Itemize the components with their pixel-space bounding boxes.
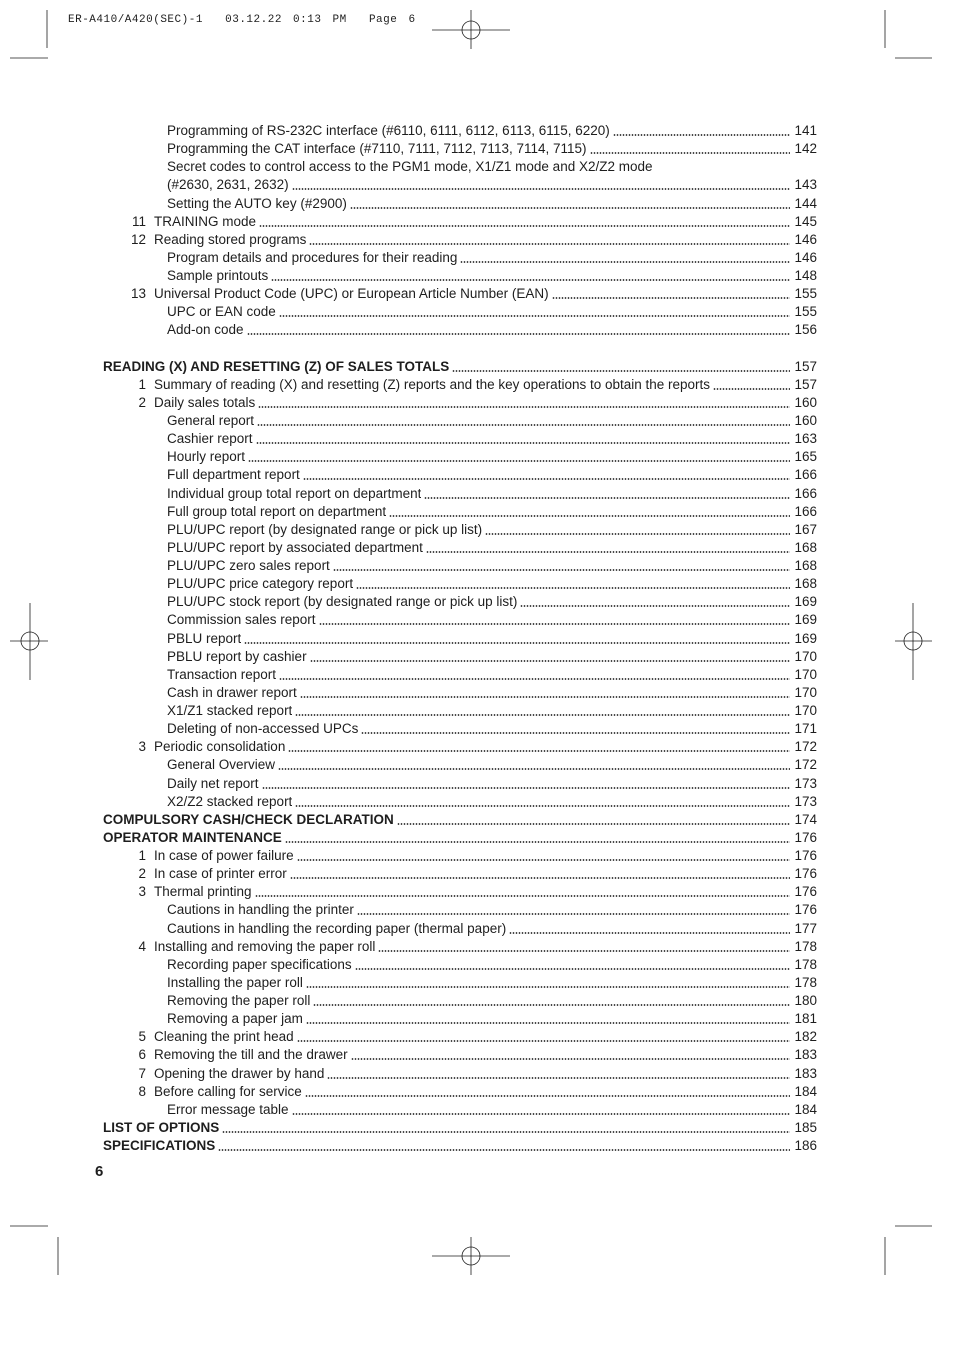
- toc-entry-title: Removing the paper roll: [167, 993, 311, 1008]
- toc-entry-page: 155: [794, 304, 817, 320]
- toc-subentry: [103, 901, 817, 919]
- toc-subentry: [103, 775, 817, 793]
- leader-dots: [389, 503, 790, 521]
- toc-subentry: [103, 466, 817, 484]
- toc-entry-page: 146: [794, 231, 817, 247]
- toc-entry: [103, 1028, 817, 1046]
- leader-dots: [350, 195, 790, 213]
- toc-entry-page: 169: [794, 630, 817, 646]
- registration-mark-top: [432, 10, 510, 49]
- toc-entry-page: 168: [794, 539, 817, 555]
- toc-entry: [103, 938, 817, 956]
- toc-entry-number: 8: [138, 1083, 146, 1099]
- leader-dots: [327, 1065, 790, 1083]
- toc-subentry: [103, 611, 817, 629]
- toc-subentry: [103, 630, 817, 648]
- leader-dots: [248, 448, 790, 466]
- toc-entry-page: 165: [794, 449, 817, 465]
- toc-entry-title: Cautions in handling the recording paper (thermal paper): [167, 920, 507, 936]
- leader-dots: [426, 539, 790, 557]
- toc-entry-page: 185: [794, 1119, 817, 1135]
- toc-entry-page: 145: [794, 213, 817, 229]
- toc-entry-page: 170: [794, 703, 817, 718]
- crop-mark-top-left: [10, 10, 48, 58]
- toc-section-title: LIST OF OPTIONS: [103, 1119, 220, 1135]
- toc-subentry: [103, 448, 817, 466]
- toc-subentry: [103, 575, 817, 593]
- toc-entry-title: PLU/UPC report (by designated range or pick up list): [167, 521, 483, 537]
- toc-entry-page: 177: [794, 920, 817, 936]
- toc-entry-title: Daily sales totals: [154, 394, 256, 410]
- toc-entry-page: 142: [794, 141, 817, 157]
- toc-entry-title: Cashier report: [167, 431, 253, 447]
- leader-dots: [305, 1083, 790, 1101]
- toc-entry-page: 143: [794, 177, 817, 193]
- toc-entry-page: 178: [794, 974, 817, 990]
- toc-subentry: [103, 648, 817, 666]
- toc-subentry: [103, 684, 817, 702]
- toc-entry-page: 172: [794, 757, 817, 773]
- toc-entry-page: 186: [794, 1138, 817, 1153]
- print-slug: ER-A410/A420(SEC)-1 03.12.22 0:13 PM Page 6: [68, 14, 416, 26]
- toc-entry-page: 174: [794, 811, 817, 827]
- toc-entry-page: 184: [794, 1083, 817, 1099]
- toc-entry: [103, 865, 817, 883]
- toc-entry-title: Reading stored programs: [154, 231, 307, 247]
- toc-entry-title: Universal Product Code (UPC) or European Article Number (EAN): [154, 286, 549, 302]
- toc-entry-title: Commission sales report: [167, 612, 316, 628]
- toc-entry-page: 170: [794, 648, 817, 664]
- toc-entry-title: Secret codes to control access to the PGM1 mode, X1/Z1 mode and X2/Z2 mode: [167, 159, 653, 175]
- toc-subentry: [103, 412, 817, 430]
- toc-entry-title: (#2630, 2631, 2632): [167, 177, 289, 193]
- toc-entry-title: Add-on code: [167, 322, 244, 338]
- toc-entry-page: 182: [794, 1029, 817, 1045]
- toc-entry-page: 169: [794, 594, 817, 610]
- leader-dots: [485, 521, 790, 539]
- toc-section-heading: [103, 811, 817, 829]
- leader-dots: [295, 793, 790, 811]
- toc-subentry: [103, 720, 817, 738]
- toc-entry-page: 178: [794, 938, 817, 954]
- toc-entry-page: 155: [794, 286, 817, 302]
- toc-subentry: [103, 485, 817, 503]
- leader-dots: [306, 1010, 790, 1028]
- leader-dots: [258, 394, 790, 412]
- toc-subentry: [103, 992, 817, 1010]
- toc-entry-page: 169: [794, 612, 817, 628]
- toc-entry-title: In case of printer error: [154, 866, 287, 882]
- toc-entry-title: X2/Z2 stacked report: [167, 793, 293, 809]
- toc-entry-page: 166: [794, 485, 817, 501]
- leader-dots: [290, 865, 790, 883]
- toc-entry-number: 7: [138, 1065, 146, 1081]
- toc-entry-title: PLU/UPC price category report: [167, 576, 354, 592]
- toc-entry-page: 168: [794, 558, 817, 573]
- toc-entry: [103, 1083, 817, 1101]
- leader-dots: [313, 992, 790, 1010]
- toc-subentry: [103, 122, 817, 140]
- leader-dots: [378, 938, 790, 956]
- toc-entry-title: Recording paper specifications: [167, 956, 352, 972]
- toc-entry-page: 176: [794, 829, 817, 845]
- toc-entry-page: 148: [794, 268, 817, 283]
- toc-entry-title: General report: [167, 413, 255, 428]
- toc-subentry: [103, 1101, 817, 1119]
- toc-entry-title: Full department report: [167, 467, 300, 483]
- toc-entry-title: Removing the till and the drawer: [154, 1047, 348, 1063]
- toc-entry-title: Program details and procedures for their reading: [167, 249, 458, 265]
- leader-dots: [319, 611, 790, 629]
- leader-dots: [357, 901, 790, 919]
- toc-entry-page: 181: [794, 1011, 817, 1027]
- leader-dots: [292, 176, 790, 194]
- toc-entry-page: 170: [794, 684, 817, 700]
- toc-entry-title: General Overview: [167, 757, 276, 773]
- toc-entry-number: 6: [138, 1047, 146, 1063]
- leader-dots: [271, 267, 790, 285]
- toc-entry-number: 5: [138, 1029, 146, 1045]
- leader-dots: [295, 702, 790, 720]
- toc-entry-title: PLU/UPC report by associated department: [167, 539, 423, 555]
- toc-entry-page: 176: [794, 884, 817, 900]
- leader-dots: [279, 666, 790, 684]
- toc-entry-page: 176: [794, 848, 817, 863]
- leader-dots: [613, 122, 790, 140]
- toc-entry-title: PBLU report: [167, 630, 242, 646]
- leader-dots: [300, 684, 790, 702]
- toc-entry-title: Thermal printing: [154, 884, 252, 900]
- toc-entry-page: 173: [794, 793, 817, 809]
- leader-dots: [288, 738, 790, 756]
- toc-section-heading: [103, 829, 817, 847]
- toc-entry-number: 1: [138, 376, 146, 392]
- toc-subentry: [103, 593, 817, 611]
- toc-entry-title: PBLU report by cashier: [167, 648, 307, 664]
- leader-dots: [351, 1046, 790, 1064]
- toc-entry: [103, 394, 817, 412]
- toc-subentry: [103, 539, 817, 557]
- toc-entry-number: 2: [138, 394, 146, 410]
- leader-dots: [279, 303, 790, 321]
- toc-section-heading: [103, 1137, 817, 1155]
- toc-subentry: [103, 793, 817, 811]
- leader-dots: [306, 974, 790, 992]
- toc-entry: [103, 1046, 817, 1064]
- toc-entry-title: Removing a paper jam: [167, 1011, 303, 1027]
- toc-subentry: [103, 430, 817, 448]
- toc-entry-page: 168: [794, 576, 817, 592]
- leader-dots: [278, 756, 790, 774]
- leader-dots: [361, 720, 790, 738]
- toc-entry-title: Cautions in handling the printer: [167, 902, 354, 918]
- leader-dots: [218, 1137, 790, 1155]
- toc-entry-page: 167: [794, 521, 817, 537]
- toc-entry-title: Programming the CAT interface (#7110, 7111, 7112, 7113, 7114, 7115): [167, 141, 587, 157]
- leader-dots: [452, 358, 790, 376]
- toc-subentry: [103, 249, 817, 267]
- toc-entry: [103, 883, 817, 901]
- leader-dots: [397, 811, 790, 829]
- toc-entry-number: 13: [130, 286, 146, 302]
- leader-dots: [247, 321, 790, 339]
- toc-entry-page: 144: [794, 195, 817, 211]
- leader-dots: [257, 412, 790, 430]
- toc-subentry: [103, 521, 817, 539]
- registration-mark-left: [10, 603, 48, 680]
- toc-entry-page: 166: [794, 503, 817, 519]
- toc-subentry: [103, 974, 817, 992]
- leader-dots: [255, 883, 790, 901]
- registration-mark-right: [895, 603, 932, 680]
- toc-entry-title: Full group total report on department: [167, 503, 387, 519]
- toc-entry-page: 183: [794, 1047, 817, 1063]
- toc-entry-number: 12: [130, 231, 146, 247]
- toc-subentry: [103, 756, 817, 774]
- toc-entry-title: Hourly report: [167, 449, 246, 465]
- toc-subentry: [103, 666, 817, 684]
- leader-dots: [460, 249, 790, 267]
- toc-entry-number: 4: [138, 938, 146, 954]
- leader-dots: [285, 829, 790, 847]
- crop-mark-bottom-left: [10, 1226, 58, 1275]
- leader-dots: [244, 630, 790, 648]
- toc-entry-page: 141: [794, 123, 817, 138]
- toc-entry-title: TRAINING mode: [154, 213, 257, 229]
- leader-dots: [333, 557, 790, 575]
- toc-entry-title: Setting the AUTO key (#2900): [167, 195, 347, 211]
- toc-entry-title: Cleaning the print head: [154, 1029, 294, 1045]
- crop-mark-bottom-right: [885, 1226, 932, 1275]
- leader-dots: [262, 775, 790, 793]
- toc-entry-page: 157: [794, 376, 817, 392]
- toc-section-title: READING (X) AND RESETTING (Z) OF SALES TOTALS: [103, 358, 450, 374]
- toc-subentry: [103, 920, 817, 938]
- toc-entry-title: Error message table: [167, 1101, 289, 1117]
- toc-entry-page: 183: [794, 1065, 817, 1081]
- toc-section-title: COMPULSORY CASH/CHECK DECLARATION: [103, 811, 394, 827]
- toc-subentry: [103, 303, 817, 321]
- toc-entry-title: Transaction report: [167, 666, 277, 682]
- leader-dots: [303, 466, 790, 484]
- toc-subentry: [103, 176, 817, 194]
- toc-entry-title: UPC or EAN code: [167, 304, 276, 320]
- toc-entry-title: Programming of RS-232C interface (#6110, 6111, 6112, 6113, 6115, 6220): [167, 123, 610, 138]
- toc-entry: [103, 738, 817, 756]
- leader-dots: [259, 213, 790, 231]
- registration-mark-bottom: [432, 1237, 510, 1275]
- toc-entry-page: 173: [794, 775, 817, 791]
- toc-entry-title: Periodic consolidation: [154, 739, 286, 755]
- toc-entry-title: Installing the paper roll: [167, 974, 303, 990]
- toc-subentry: [103, 158, 817, 176]
- leader-dots: [509, 920, 790, 938]
- toc-entry-title: Individual group total report on department: [167, 485, 422, 501]
- toc-entry: [103, 231, 817, 249]
- leader-dots: [309, 231, 790, 249]
- leader-dots: [297, 1028, 790, 1046]
- leader-dots: [552, 285, 790, 303]
- toc-section-heading: [103, 358, 817, 376]
- toc-entry-title: Before calling for service: [154, 1083, 302, 1099]
- leader-dots: [256, 430, 790, 448]
- leader-dots: [356, 575, 790, 593]
- toc-entry-page: 146: [794, 249, 817, 265]
- toc-entry-page: 166: [794, 467, 817, 483]
- toc-entry-number: 11: [131, 213, 146, 229]
- table-of-contents: [103, 122, 817, 1155]
- toc-subentry: [103, 140, 817, 158]
- toc-entry-page: 176: [794, 866, 817, 882]
- toc-entry-page: 178: [794, 956, 817, 972]
- leader-dots: [355, 956, 790, 974]
- toc-subentry: [103, 557, 817, 575]
- toc-entry: [103, 285, 817, 303]
- toc-entry-page: 172: [794, 739, 817, 755]
- toc-entry-page: 176: [794, 902, 817, 918]
- leader-dots: [424, 485, 790, 503]
- crop-mark-top-right: [885, 10, 932, 58]
- leader-dots: [222, 1119, 790, 1137]
- toc-entry-title: Cash in drawer report: [167, 684, 297, 700]
- toc-entry: [103, 376, 817, 394]
- toc-entry-page: 160: [794, 413, 817, 428]
- toc-entry-title: PLU/UPC stock report (by designated range or pick up list): [167, 594, 518, 610]
- toc-entry-page: 160: [794, 394, 817, 410]
- toc-subentry: [103, 267, 817, 285]
- page-number: 6: [95, 1163, 104, 1180]
- toc-section-title: OPERATOR MAINTENANCE: [103, 829, 282, 845]
- leader-dots: [310, 648, 790, 666]
- toc-entry-page: 156: [794, 322, 817, 338]
- leader-dots: [520, 593, 790, 611]
- toc-entry-title: Deleting of non-accessed UPCs: [167, 721, 359, 737]
- leader-dots: [713, 376, 790, 394]
- toc-entry-page: 180: [794, 993, 817, 1008]
- toc-subentry: [103, 503, 817, 521]
- toc-entry-page: 171: [794, 721, 817, 737]
- toc-entry-title: Sample printouts: [167, 268, 269, 283]
- toc-entry-number: 3: [138, 739, 146, 755]
- toc-subentry: [103, 1010, 817, 1028]
- toc-entry-page: 170: [794, 666, 817, 682]
- toc-entry-title: Installing and removing the paper roll: [154, 938, 376, 954]
- toc-entry-page: 163: [794, 431, 817, 447]
- toc-entry-number: 1: [138, 848, 146, 863]
- toc-entry-page: 157: [794, 358, 817, 374]
- toc-entry: [103, 213, 817, 231]
- toc-entry-title: Daily net report: [167, 775, 259, 791]
- toc-entry-title: X1/Z1 stacked report: [167, 703, 293, 718]
- toc-section-title: SPECIFICATIONS: [103, 1138, 216, 1153]
- toc-entry-title: In case of power failure: [154, 848, 294, 863]
- toc-subentry: [103, 321, 817, 339]
- toc-entry-title: Opening the drawer by hand: [154, 1065, 325, 1081]
- toc-entry-page: 184: [794, 1101, 817, 1117]
- leader-dots: [292, 1101, 790, 1119]
- leader-dots: [590, 140, 790, 158]
- leader-dots: [297, 847, 790, 865]
- toc-entry-title: Summary of reading (X) and resetting (Z) reports and the key operations to obtain the reports: [154, 376, 711, 392]
- toc-subentry: [103, 702, 817, 720]
- toc-entry-number: 3: [138, 884, 146, 900]
- toc-section-heading: [103, 1119, 817, 1137]
- toc-entry-title: PLU/UPC zero sales report: [167, 558, 330, 573]
- toc-subentry: [103, 956, 817, 974]
- toc-entry: [103, 1065, 817, 1083]
- toc-entry: [103, 847, 817, 865]
- toc-subentry: [103, 195, 817, 213]
- toc-entry-number: 2: [138, 866, 146, 882]
